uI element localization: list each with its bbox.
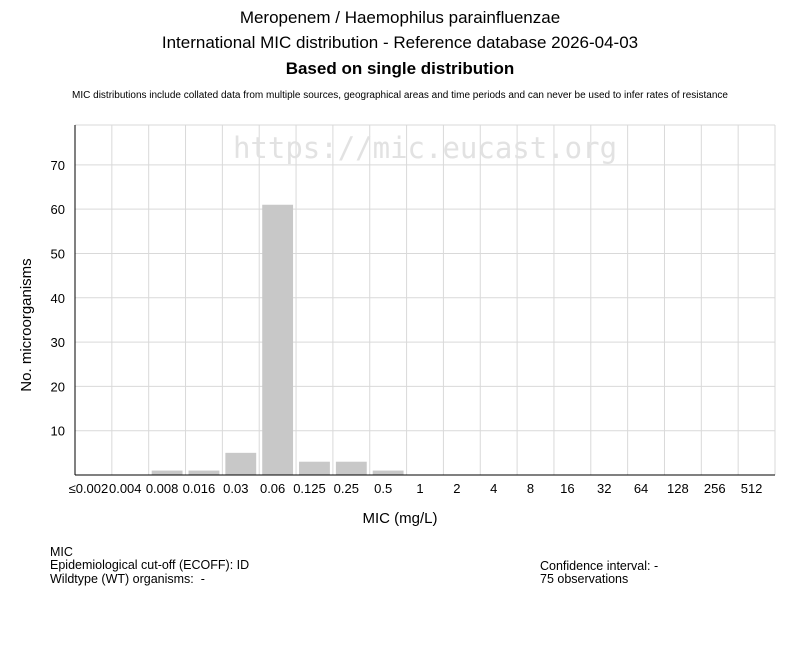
chart-title: Meropenem / Haemophilus parainfluenzae <box>239 8 561 27</box>
x-tick-label: 0.03 <box>223 481 249 496</box>
watermark-url: https://mic.eucast.org <box>232 131 618 165</box>
chart-subtitle: International MIC distribution - Reference database 2026-04-03 <box>161 33 639 52</box>
ecoff-label: Epidemiological cut-off (ECOFF): ID <box>50 558 250 572</box>
mic-label: MIC <box>50 545 73 559</box>
x-tick-label: 256 <box>703 481 726 496</box>
x-tick-label: 0.5 <box>374 481 393 496</box>
x-tick-label: 4 <box>490 481 498 496</box>
y-tick-label: 40 <box>50 290 65 306</box>
bar-mic-0.06 <box>262 205 293 475</box>
x-tick-label: 0.004 <box>108 481 142 496</box>
x-tick-label: 0.016 <box>182 481 216 496</box>
y-tick-label: 60 <box>50 202 65 218</box>
wildtype-label: Wildtype (WT) organisms: - <box>50 572 205 586</box>
x-tick-label: 0.008 <box>145 481 179 496</box>
x-tick-label: ≤0.002 <box>68 481 109 496</box>
confidence-interval-label: Confidence interval: - <box>540 559 659 573</box>
bar-mic-0.125 <box>299 462 330 475</box>
y-axis-label: No. microorganisms <box>18 258 35 392</box>
x-tick-label: 64 <box>633 481 649 496</box>
y-tick-label: 30 <box>50 335 65 351</box>
distribution-basis-label: Based on single distribution <box>285 59 515 78</box>
x-tick-label: 0.06 <box>259 481 286 496</box>
x-tick-label: 2 <box>453 481 461 496</box>
bar-mic-0.016 <box>189 471 220 475</box>
x-tick-label: 16 <box>560 481 575 496</box>
x-tick-label: 32 <box>596 481 612 496</box>
x-axis-label: MIC (mg/L) <box>362 510 438 527</box>
x-tick-label: 1 <box>416 481 424 496</box>
x-tick-label: 0.125 <box>293 481 326 496</box>
x-tick-label: 128 <box>667 481 689 496</box>
bar-mic-0.5 <box>373 471 404 475</box>
x-tick-label: 8 <box>526 481 535 496</box>
y-tick-label: 50 <box>50 246 65 262</box>
bar-mic-0.25 <box>336 462 367 475</box>
bar-mic-0.03 <box>225 453 256 475</box>
bar-mic-0.008 <box>152 471 183 475</box>
y-tick-label: 10 <box>50 423 65 439</box>
observations-count: 75 observations <box>540 572 629 586</box>
x-tick-label: 0.25 <box>333 481 359 496</box>
disclaimer-note: MIC distributions include collated data from multiple sources, geographical areas and time periods and can never be used to infer rates of resistance <box>72 90 728 101</box>
y-tick-label: 20 <box>50 379 65 395</box>
y-tick-label: 70 <box>50 157 65 173</box>
x-tick-label: 512 <box>740 481 763 496</box>
